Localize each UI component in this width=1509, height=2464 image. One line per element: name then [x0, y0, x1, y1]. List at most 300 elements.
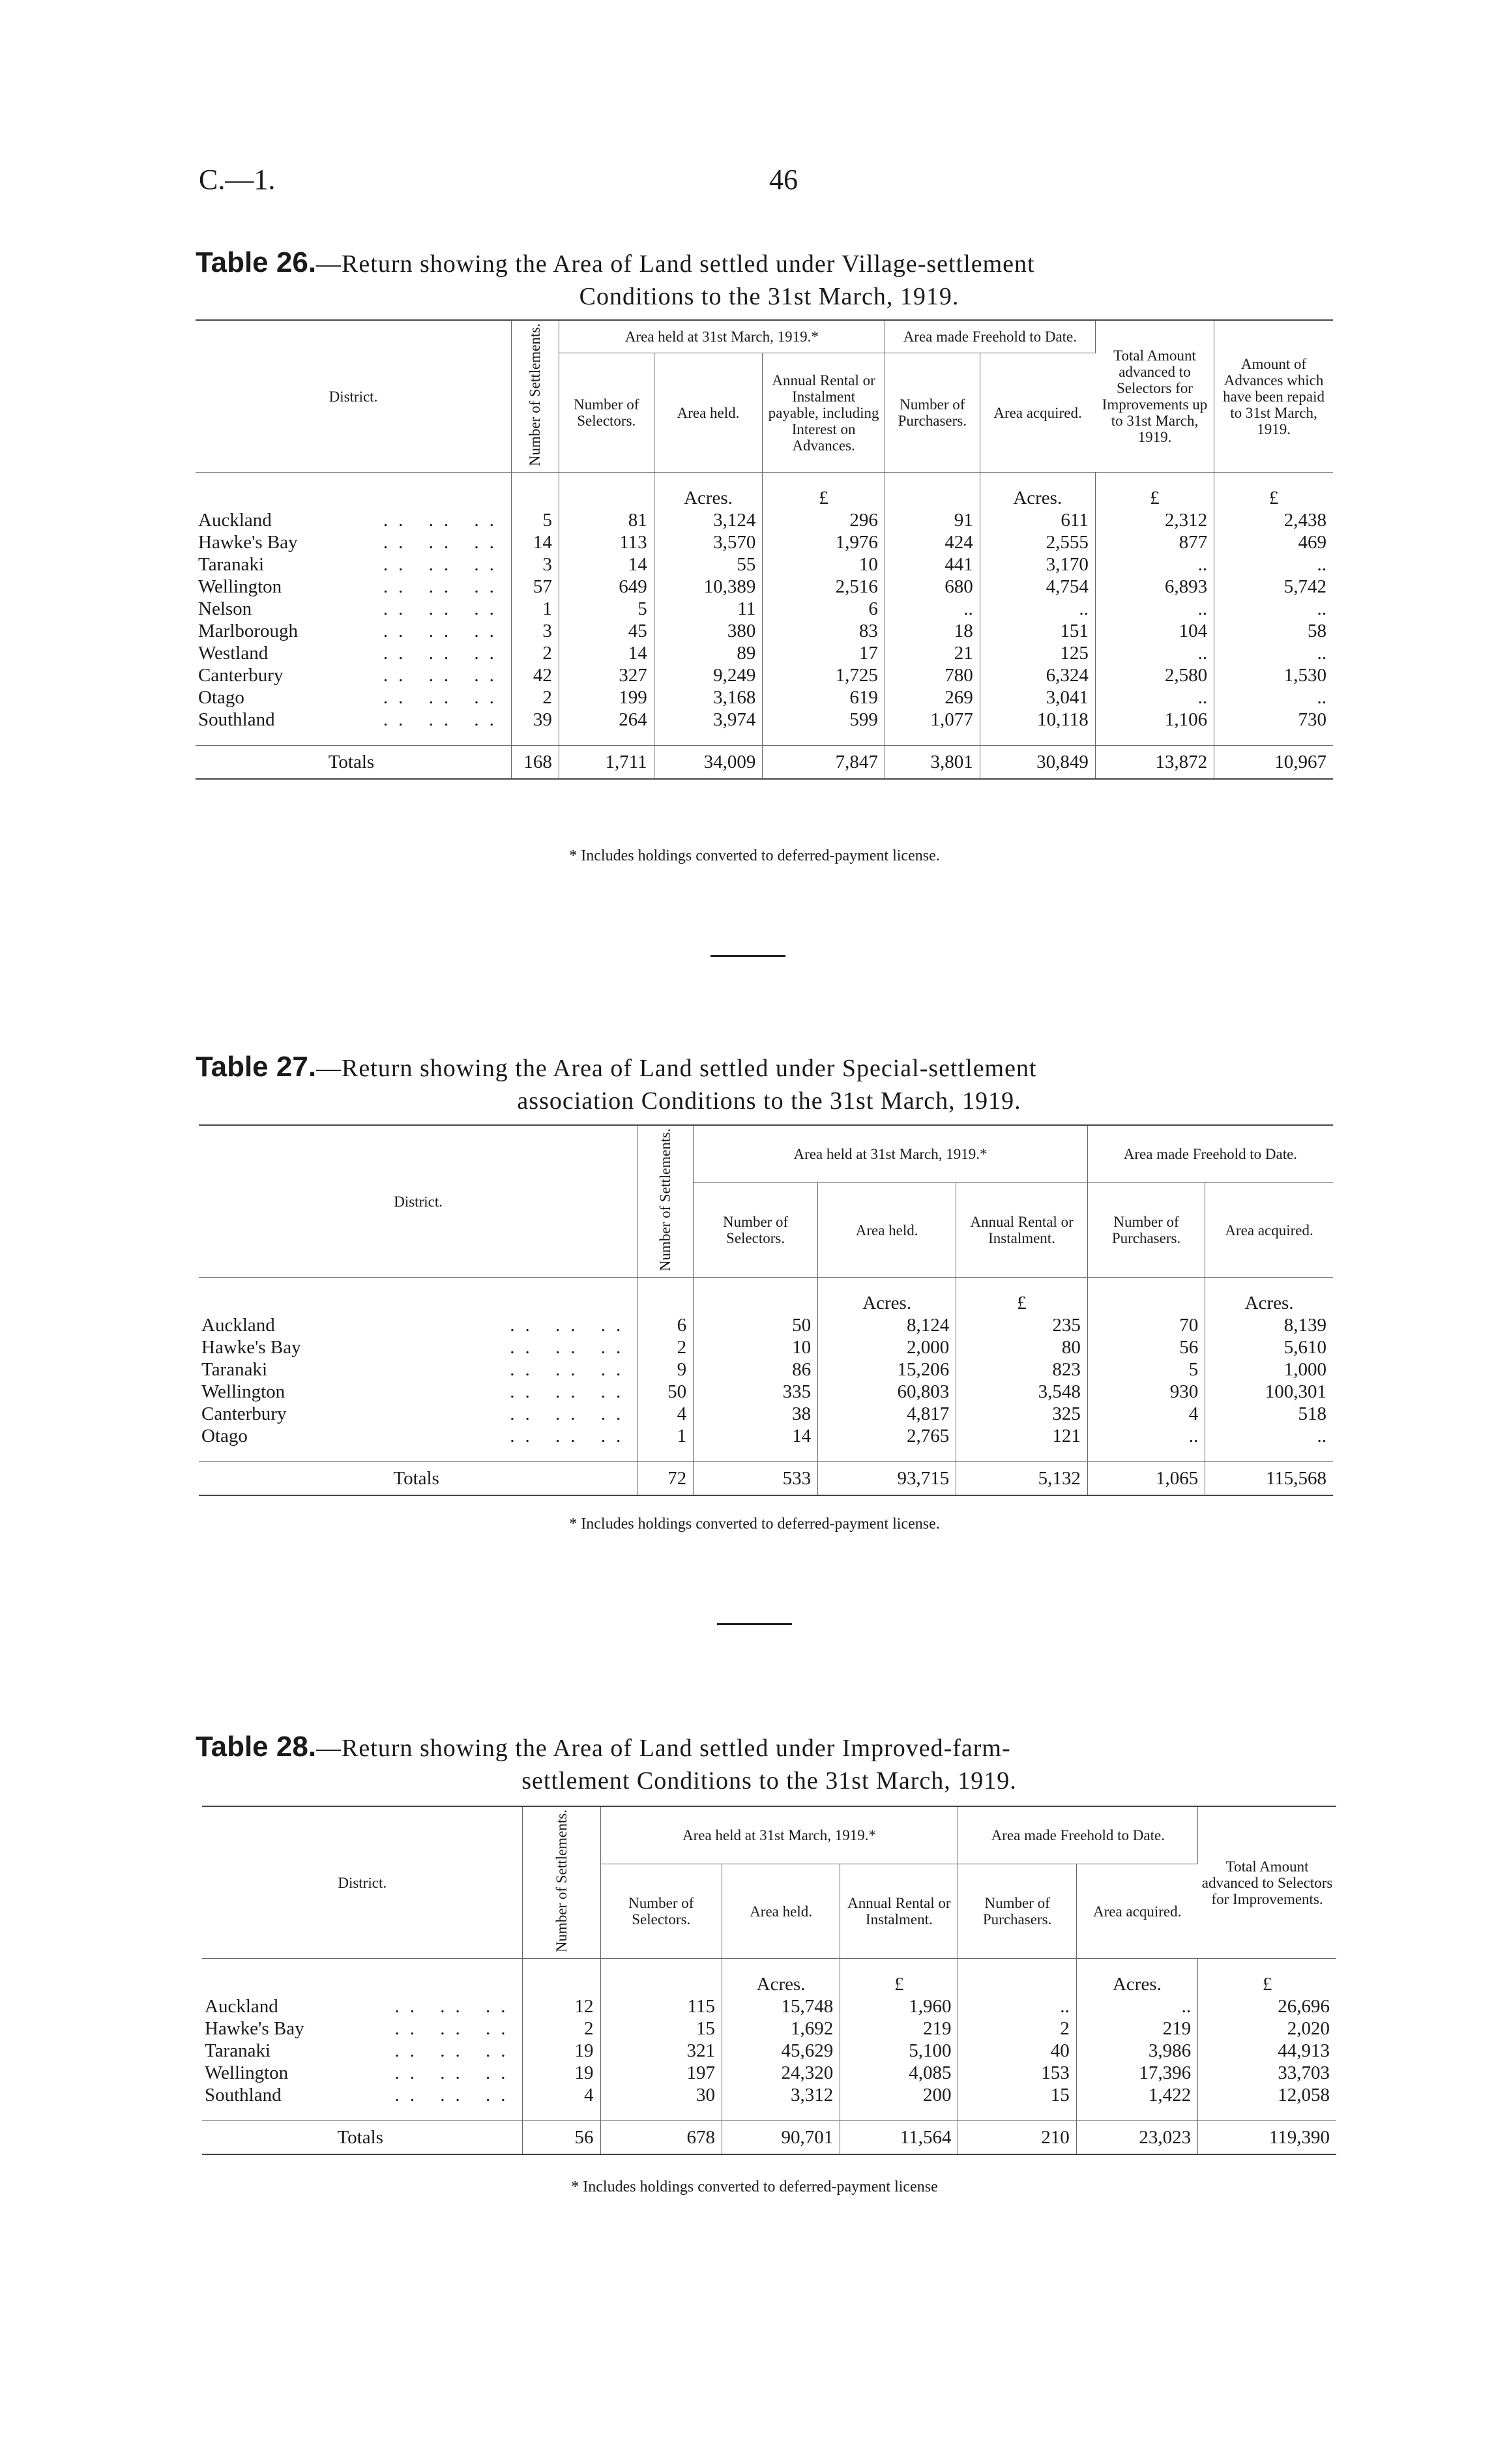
- cell-rep: ..: [1317, 554, 1326, 576]
- col-rental: Annual Rental or Instalment.: [840, 1864, 958, 1959]
- cell-r: 823: [956, 1358, 1088, 1381]
- table-26: [196, 319, 1333, 780]
- total-ac: 30,849: [980, 746, 1095, 780]
- cell-ac: 611: [980, 509, 1095, 531]
- district-cell: [196, 509, 511, 531]
- cell-r: 1,976: [763, 531, 885, 553]
- total-p: 3,801: [885, 746, 980, 780]
- cell-a: 3,168: [654, 686, 763, 709]
- table-row: [202, 2040, 1336, 2062]
- cell-ac: 100,301: [1265, 1381, 1326, 1403]
- table-28-title: Table 28.—Return showing the Area of Land settled under Improved-farm- settlement Conditions to the 31st March, 1919.: [196, 1731, 1017, 1795]
- cell-p: ..: [885, 598, 980, 620]
- cell-adv: 877: [1095, 531, 1214, 553]
- district-cell: [199, 1336, 638, 1358]
- total-s: 56: [523, 2121, 600, 2155]
- cell-ac: 10,118: [980, 709, 1095, 746]
- district-name: Auckland: [201, 1315, 275, 1336]
- cell-adv: 26,696: [1278, 1996, 1330, 2017]
- cell-ac: 3,041: [980, 686, 1095, 709]
- district-cell: [202, 2062, 523, 2084]
- cell-rep: 1,530: [1283, 665, 1326, 686]
- cell-s: 9: [638, 1358, 694, 1381]
- col-group-area-held: Area held at 31st March, 1919.*: [694, 1125, 1088, 1183]
- cell-r: 325: [956, 1403, 1088, 1425]
- cell-p: 153: [958, 2062, 1076, 2084]
- col-settlements: Number of Settlements.: [511, 320, 559, 473]
- total-p: 210: [958, 2121, 1076, 2155]
- leader-dots: .. .. ..: [383, 687, 505, 709]
- cell-adv: 44,913: [1278, 2040, 1330, 2062]
- cell-sel: 15: [600, 2017, 722, 2040]
- cell-sel: 199: [559, 686, 654, 709]
- cell-r: 10: [763, 553, 885, 576]
- cell-a: 24,320: [722, 2062, 840, 2084]
- cell-a: 8,124: [818, 1314, 956, 1336]
- cell-s: 2: [638, 1336, 694, 1358]
- cell-p: 269: [885, 686, 980, 709]
- district-cell: [196, 620, 511, 642]
- district-name: Otago: [201, 1426, 248, 1447]
- totals-label: Totals: [199, 1462, 638, 1496]
- col-acquired: Area acquired.: [1205, 1183, 1333, 1278]
- total-sel: 678: [600, 2121, 722, 2155]
- cell-p: 680: [885, 576, 980, 598]
- cell-s: 19: [523, 2040, 600, 2062]
- cell-a: 60,803: [818, 1381, 956, 1403]
- leader-dots: .. .. ..: [383, 665, 505, 686]
- leader-dots: .. .. ..: [394, 2085, 516, 2106]
- cell-ac: 3,170: [980, 553, 1095, 576]
- units-row: Acres. £ Acres.: [199, 1278, 1333, 1315]
- cell-a: 3,570: [654, 531, 763, 553]
- district-name: Auckland: [205, 1996, 278, 2017]
- cell-sel: 327: [559, 664, 654, 686]
- cell-ac: 3,986: [1076, 2040, 1197, 2062]
- total-sel: 533: [694, 1462, 818, 1496]
- cell-sel: 264: [559, 709, 654, 746]
- leader-dots: .. .. ..: [383, 554, 505, 576]
- district-name: Southland: [205, 2085, 282, 2106]
- cell-sel: 5: [559, 598, 654, 620]
- table-28-footnote: * Includes holdings converted to deferred-payment license: [571, 2178, 938, 2195]
- cell-sel: 14: [559, 642, 654, 664]
- district-name: Canterbury: [201, 1403, 287, 1425]
- total-a: 93,715: [818, 1462, 956, 1496]
- cell-rep: 469: [1298, 532, 1326, 553]
- cell-s: 4: [523, 2084, 600, 2121]
- total-rep: 10,967: [1214, 746, 1333, 780]
- cell-a: 11: [654, 598, 763, 620]
- cell-ac: 17,396: [1076, 2062, 1197, 2084]
- cell-p: 56: [1087, 1336, 1205, 1358]
- leader-dots: .. .. ..: [383, 532, 505, 553]
- cell-p: 18: [885, 620, 980, 642]
- cell-r: 1,725: [763, 664, 885, 686]
- cell-rep: ..: [1317, 643, 1326, 664]
- cell-p: 40: [958, 2040, 1076, 2062]
- leader-dots: .. .. ..: [394, 2040, 516, 2062]
- table-26-title: Table 26.—Return showing the Area of Land settled under Village-settlement Conditions to the 31st March, 1919.: [196, 246, 1035, 310]
- cell-ac: 518: [1298, 1403, 1326, 1425]
- district-cell: [196, 664, 511, 686]
- cell-ac: ..: [1317, 1426, 1326, 1447]
- cell-a: 4,817: [818, 1403, 956, 1425]
- district-cell: [202, 2040, 523, 2062]
- cell-s: 50: [638, 1381, 694, 1403]
- cell-p: 4: [1087, 1403, 1205, 1425]
- cell-a: 15,206: [818, 1358, 956, 1381]
- col-group-freehold: Area made Freehold to Date.: [1087, 1125, 1333, 1183]
- document-code: C.—1.: [199, 164, 276, 196]
- cell-r: 3,548: [956, 1381, 1088, 1403]
- total-ac: 23,023: [1076, 2121, 1197, 2155]
- cell-adv: 2,312: [1095, 509, 1214, 531]
- table-row: [196, 686, 1333, 709]
- cell-s: 39: [511, 709, 559, 746]
- units-row: Acres. £ Acres. £ £: [196, 473, 1333, 510]
- cell-s: 2: [511, 686, 559, 709]
- district-name: Wellington: [201, 1381, 286, 1403]
- cell-r: 83: [763, 620, 885, 642]
- cell-adv: ..: [1095, 686, 1214, 709]
- cell-p: ..: [1087, 1425, 1205, 1462]
- cell-a: 15,748: [722, 1995, 840, 2017]
- col-settlements: Number of Settlements.: [638, 1125, 694, 1278]
- table-row: [199, 1358, 1333, 1381]
- cell-r: 121: [956, 1425, 1088, 1462]
- district-name: Otago: [198, 687, 244, 709]
- leader-dots: .. .. ..: [383, 709, 505, 731]
- table-row: [196, 553, 1333, 576]
- district-cell: [196, 642, 511, 664]
- cell-s: 3: [511, 553, 559, 576]
- leader-dots: .. .. ..: [394, 1996, 516, 2017]
- cell-ac: 4,754: [980, 576, 1095, 598]
- table-27: [199, 1124, 1333, 1496]
- total-p: 1,065: [1087, 1462, 1205, 1496]
- cell-r: 80: [956, 1336, 1088, 1358]
- cell-p: 424: [885, 531, 980, 553]
- cell-adv: 6,893: [1095, 576, 1214, 598]
- leader-dots: .. .. ..: [383, 598, 505, 620]
- table-row: [196, 709, 1333, 746]
- leader-dots: .. .. ..: [510, 1315, 632, 1336]
- cell-a: 3,124: [654, 509, 763, 531]
- cell-s: 57: [511, 576, 559, 598]
- table-row: [196, 664, 1333, 686]
- district-cell: [199, 1358, 638, 1381]
- cell-p: 2: [958, 2017, 1076, 2040]
- cell-r: 219: [840, 2017, 958, 2040]
- col-group-freehold: Area made Freehold to Date.: [958, 1806, 1198, 1864]
- cell-sel: 45: [559, 620, 654, 642]
- cell-rep: 5,742: [1283, 576, 1326, 598]
- col-acquired: Area acquired.: [980, 353, 1095, 473]
- cell-a: 2,000: [818, 1336, 956, 1358]
- cell-adv: 33,703: [1278, 2062, 1330, 2084]
- table-row: [196, 509, 1333, 531]
- totals-label: Totals: [202, 2121, 523, 2155]
- cell-p: 930: [1087, 1381, 1205, 1403]
- cell-ac: 151: [980, 620, 1095, 642]
- cell-a: 1,692: [722, 2017, 840, 2040]
- cell-adv: 104: [1095, 620, 1214, 642]
- cell-p: 91: [885, 509, 980, 531]
- table-row: [199, 1336, 1333, 1358]
- leader-dots: .. .. ..: [383, 576, 505, 598]
- page-number: 46: [769, 164, 798, 196]
- cell-ac: 2,555: [980, 531, 1095, 553]
- district-name: Taranaki: [201, 1359, 268, 1381]
- leader-dots: .. .. ..: [510, 1337, 632, 1358]
- cell-s: 19: [523, 2062, 600, 2084]
- cell-r: 1,960: [840, 1995, 958, 2017]
- district-name: Hawke's Bay: [201, 1337, 301, 1358]
- col-area-held: Area held.: [722, 1864, 840, 1959]
- table-row: [199, 1381, 1333, 1403]
- district-name: Nelson: [198, 598, 252, 620]
- cell-sel: 81: [559, 509, 654, 531]
- cell-a: 380: [654, 620, 763, 642]
- cell-s: 6: [638, 1314, 694, 1336]
- cell-sel: 197: [600, 2062, 722, 2084]
- cell-sel: 10: [694, 1336, 818, 1358]
- cell-r: 619: [763, 686, 885, 709]
- cell-sel: 115: [600, 1995, 722, 2017]
- cell-r: 4,085: [840, 2062, 958, 2084]
- district-cell: [202, 2084, 523, 2121]
- cell-sel: 335: [694, 1381, 818, 1403]
- cell-s: 14: [511, 531, 559, 553]
- total-r: 5,132: [956, 1462, 1088, 1496]
- cell-r: 235: [956, 1314, 1088, 1336]
- total-adv: 119,390: [1198, 2121, 1336, 2155]
- cell-sel: 14: [559, 553, 654, 576]
- district-name: Southland: [198, 709, 275, 731]
- total-r: 11,564: [840, 2121, 958, 2155]
- district-name: Wellington: [198, 576, 282, 598]
- district-cell: [196, 598, 511, 620]
- leader-dots: .. .. ..: [383, 510, 505, 531]
- cell-s: 42: [511, 664, 559, 686]
- cell-s: 2: [523, 2017, 600, 2040]
- cell-a: 9,249: [654, 664, 763, 686]
- cell-sel: 86: [694, 1358, 818, 1381]
- cell-adv: 12,058: [1278, 2085, 1330, 2106]
- leader-dots: .. .. ..: [510, 1403, 632, 1425]
- district-cell: [196, 709, 511, 746]
- cell-sel: 38: [694, 1403, 818, 1425]
- section-divider: [717, 1623, 792, 1625]
- cell-r: 296: [763, 509, 885, 531]
- col-district: District.: [202, 1806, 523, 1959]
- units-row: Acres. £ Acres. £: [202, 1959, 1336, 1996]
- cell-sel: 50: [694, 1314, 818, 1336]
- col-district: District.: [199, 1125, 638, 1278]
- cell-a: 10,389: [654, 576, 763, 598]
- district-cell: [199, 1425, 638, 1462]
- district-cell: [196, 531, 511, 553]
- district-cell: [199, 1381, 638, 1403]
- cell-ac: 1,000: [1283, 1359, 1326, 1381]
- table-row: [196, 642, 1333, 664]
- col-settlements: Number of Settlements.: [523, 1806, 600, 1959]
- cell-ac: 8,139: [1283, 1315, 1326, 1336]
- table-row: [202, 1995, 1336, 2017]
- col-district: District.: [196, 320, 511, 473]
- total-s: 168: [511, 746, 559, 780]
- district-cell: [199, 1403, 638, 1425]
- cell-rep: ..: [1317, 598, 1326, 620]
- district-name: Canterbury: [198, 665, 284, 686]
- table-row: [202, 2017, 1336, 2040]
- cell-p: 15: [958, 2084, 1076, 2121]
- cell-p: 1,077: [885, 709, 980, 746]
- total-a: 34,009: [654, 746, 763, 780]
- cell-s: 1: [511, 598, 559, 620]
- table-27-footnote: * Includes holdings converted to deferred-payment license.: [569, 1516, 940, 1533]
- cell-rep: 730: [1298, 709, 1326, 731]
- col-purchasers: Number of Purchasers.: [885, 353, 980, 473]
- col-area-held: Area held.: [818, 1183, 956, 1278]
- totals-label: Totals: [196, 746, 511, 780]
- district-cell: [196, 553, 511, 576]
- col-acquired: Area acquired.: [1076, 1864, 1197, 1959]
- cell-s: 1: [638, 1425, 694, 1462]
- cell-a: 3,974: [654, 709, 763, 746]
- table-row: [199, 1403, 1333, 1425]
- total-ac: 115,568: [1205, 1462, 1333, 1496]
- table-27-label: Table 27.: [196, 1051, 317, 1083]
- col-advanced: Total Amount advanced to Selectors for Improvements up to 31st March, 1919.: [1095, 320, 1214, 473]
- cell-s: 12: [523, 1995, 600, 2017]
- cell-rep: 58: [1308, 621, 1326, 642]
- leader-dots: .. .. ..: [510, 1426, 632, 1447]
- table-26-label: Table 26.: [196, 246, 317, 278]
- cell-r: 599: [763, 709, 885, 746]
- cell-ac: ..: [980, 598, 1095, 620]
- cell-ac: 6,324: [980, 664, 1095, 686]
- cell-r: 200: [840, 2084, 958, 2121]
- cell-s: 3: [511, 620, 559, 642]
- cell-a: 55: [654, 553, 763, 576]
- col-group-freehold: Area made Freehold to Date.: [885, 320, 1095, 353]
- cell-r: 17: [763, 642, 885, 664]
- col-group-area-held: Area held at 31st March, 1919.*: [559, 320, 885, 353]
- cell-ac: ..: [1076, 1995, 1197, 2017]
- col-purchasers: Number of Purchasers.: [1087, 1183, 1205, 1278]
- table-row: [199, 1314, 1333, 1336]
- district-cell: [196, 686, 511, 709]
- district-name: Westland: [198, 643, 269, 664]
- district-name: Marlborough: [198, 621, 299, 642]
- cell-rep: ..: [1317, 687, 1326, 709]
- leader-dots: .. .. ..: [383, 621, 505, 642]
- total-s: 72: [638, 1462, 694, 1496]
- leader-dots: .. .. ..: [394, 2018, 516, 2040]
- cell-adv: ..: [1095, 642, 1214, 664]
- total-r: 7,847: [763, 746, 885, 780]
- table-row: [202, 2062, 1336, 2084]
- col-rental: Annual Rental or Instalment.: [956, 1183, 1088, 1278]
- totals-row: [196, 746, 1333, 780]
- district-cell: [202, 2017, 523, 2040]
- district-name: Auckland: [198, 510, 272, 531]
- col-repaid: Amount of Advances which have been repaid to 31st March, 1919.: [1214, 320, 1333, 473]
- cell-p: 21: [885, 642, 980, 664]
- table-row: [196, 576, 1333, 598]
- table-row: [196, 598, 1333, 620]
- cell-adv: 2,580: [1095, 664, 1214, 686]
- district-name: Taranaki: [198, 554, 265, 576]
- cell-p: 780: [885, 664, 980, 686]
- cell-ac: 1,422: [1076, 2084, 1197, 2121]
- total-sel: 1,711: [559, 746, 654, 780]
- leader-dots: .. .. ..: [383, 643, 505, 664]
- table-row: [196, 620, 1333, 642]
- col-rental: Annual Rental or Instalment payable, including Interest on Advances.: [763, 353, 885, 473]
- district-cell: [202, 1995, 523, 2017]
- cell-sel: 321: [600, 2040, 722, 2062]
- table-27-title: Table 27.—Return showing the Area of Land settled under Special-settlement association Conditions to the 31st March, 1919.: [196, 1051, 1037, 1115]
- district-name: Wellington: [205, 2062, 289, 2084]
- cell-r: 6: [763, 598, 885, 620]
- cell-r: 2,516: [763, 576, 885, 598]
- table-row: [199, 1425, 1333, 1462]
- col-purchasers: Number of Purchasers.: [958, 1864, 1076, 1959]
- cell-sel: 30: [600, 2084, 722, 2121]
- cell-sel: 649: [559, 576, 654, 598]
- cell-s: 5: [511, 509, 559, 531]
- district-name: Hawke's Bay: [198, 532, 298, 553]
- table-26-footnote: * Includes holdings converted to deferred-payment license.: [569, 847, 940, 864]
- cell-sel: 113: [559, 531, 654, 553]
- cell-ac: 125: [980, 642, 1095, 664]
- cell-adv: 1,106: [1095, 709, 1214, 746]
- col-group-area-held: Area held at 31st March, 1919.*: [600, 1806, 958, 1864]
- col-area-held: Area held.: [654, 353, 763, 473]
- cell-p: 5: [1087, 1358, 1205, 1381]
- cell-p: ..: [958, 1995, 1076, 2017]
- cell-a: 89: [654, 642, 763, 664]
- table-28-label: Table 28.: [196, 1731, 317, 1763]
- total-a: 90,701: [722, 2121, 840, 2155]
- cell-s: 4: [638, 1403, 694, 1425]
- totals-row: [202, 2121, 1336, 2155]
- cell-a: 3,312: [722, 2084, 840, 2121]
- cell-p: 441: [885, 553, 980, 576]
- col-selectors: Number of Selectors.: [559, 353, 654, 473]
- leader-dots: .. .. ..: [510, 1381, 632, 1403]
- cell-a: 45,629: [722, 2040, 840, 2062]
- cell-p: 70: [1087, 1314, 1205, 1336]
- cell-ac: 219: [1076, 2017, 1197, 2040]
- district-name: Taranaki: [205, 2040, 271, 2062]
- district-cell: [199, 1314, 638, 1336]
- col-selectors: Number of Selectors.: [600, 1864, 722, 1959]
- table-row: [196, 531, 1333, 553]
- totals-row: [199, 1462, 1333, 1496]
- cell-adv: 2,020: [1287, 2018, 1330, 2040]
- cell-rep: 2,438: [1283, 510, 1326, 531]
- total-adv: 13,872: [1095, 746, 1214, 780]
- table-row: [202, 2084, 1336, 2121]
- leader-dots: .. .. ..: [510, 1359, 632, 1381]
- district-name: Hawke's Bay: [205, 2018, 304, 2040]
- cell-sel: 14: [694, 1425, 818, 1462]
- district-cell: [196, 576, 511, 598]
